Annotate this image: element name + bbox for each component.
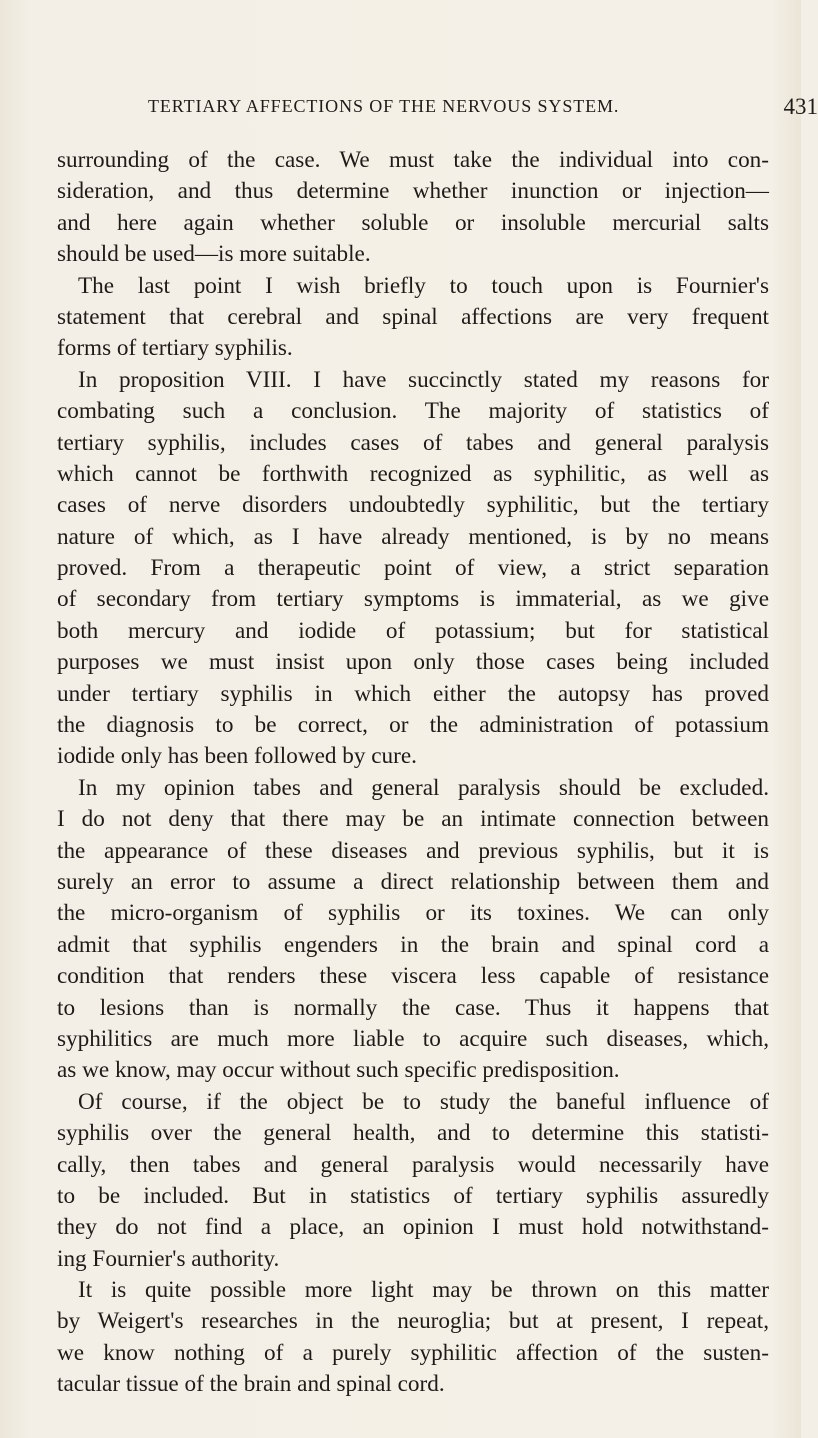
text-line: syphilitics are much more liable to acquire such diseases, which, xyxy=(57,1025,769,1052)
text-line: sideration, and thus determine whether inunction or injection— xyxy=(57,178,769,205)
text-line: of secondary from tertiary symptoms is immaterial, as we give xyxy=(57,586,769,613)
text-line: under tertiary syphilis in which either the autopsy has proved xyxy=(57,680,769,707)
text-line: the appearance of these diseases and previous syphilis, but it is xyxy=(57,837,769,864)
text-line: iodide only has been followed by cure. xyxy=(57,743,417,770)
text-line: cases of nerve disorders undoubtedly syphilitic, but the tertiary xyxy=(57,492,769,519)
text-line: combating such a conclusion. The majority of statistics of xyxy=(57,398,769,425)
text-line: forms of tertiary syphilis. xyxy=(57,335,293,362)
text-line: cally, then tabes and general paralysis would necessarily have xyxy=(57,1151,769,1178)
text-line: they do not find a place, an opinion I must hold notwithstand- xyxy=(57,1214,769,1241)
text-line: In my opinion tabes and general paralysis should be excluded. xyxy=(78,774,769,801)
text-line: both mercury and iodide of potassium; but for statistical xyxy=(57,617,769,644)
text-line: condition that renders these viscera less capable of resistance xyxy=(57,963,769,990)
text-line: and here again whether soluble or insoluble mercurial salts xyxy=(57,209,769,236)
text-line: surrounding of the case. We must take the individual into con- xyxy=(57,147,769,173)
text-line: tacular tissue of the brain and spinal cord. xyxy=(57,1371,445,1398)
page-header xyxy=(148,94,818,126)
text-line: which cannot be forthwith recognized as syphilitic, as well as xyxy=(57,460,769,487)
text-line: The last point I wish briefly to touch upon is Fournier's xyxy=(78,272,769,299)
text-line: the micro-organism of syphilis or its toxines. We can only xyxy=(57,900,769,927)
text-line: by Weigert's researches in the neuroglia; but at present, I repeat, xyxy=(57,1308,769,1335)
text-line: the diagnosis to be correct, or the administration of potassium xyxy=(57,712,769,739)
text-line: we know nothing of a purely syphilitic affection of the susten- xyxy=(57,1339,769,1366)
text-line: Of course, if the object be to study the baneful influence of xyxy=(78,1088,769,1115)
text-line: purposes we must insist upon only those cases being included xyxy=(57,649,769,676)
text-line: syphilis over the general health, and to determine this statisti- xyxy=(57,1120,769,1147)
page-number: 431 xyxy=(783,94,818,119)
text-line: tertiary syphilis, includes cases of tabes and general paralysis xyxy=(57,429,769,456)
text-line: to be included. But in statistics of tertiary syphilis assuredly xyxy=(57,1182,769,1209)
text-line: should be used—is more suitable. xyxy=(57,241,371,268)
text-line: nature of which, as I have already mentioned, is by no means xyxy=(57,523,769,550)
body-text xyxy=(57,145,769,1401)
text-line: I do not deny that there may be an intimate connection between xyxy=(57,806,769,833)
text-line: statement that cerebral and spinal affections are very frequent xyxy=(57,303,769,330)
text-line: It is quite possible more light may be thrown on this matter xyxy=(78,1277,769,1304)
text-line: to lesions than is normally the case. Thus it happens that xyxy=(57,994,769,1021)
running-head: TERTIARY AFFECTIONS OF THE NERVOUS SYSTEM. xyxy=(148,96,620,116)
text-line: surely an error to assume a direct relationship between them and xyxy=(57,868,769,895)
text-line: proved. From a therapeutic point of view, a strict separation xyxy=(57,555,769,582)
text-line: admit that syphilis engenders in the brain and spinal cord a xyxy=(57,931,769,958)
text-line: In proposition VIII. I have succinctly stated my reasons for xyxy=(78,366,769,393)
text-line: ing Fournier's authority. xyxy=(57,1245,280,1272)
text-line: as we know, may occur without such specific predisposition. xyxy=(57,1057,620,1084)
